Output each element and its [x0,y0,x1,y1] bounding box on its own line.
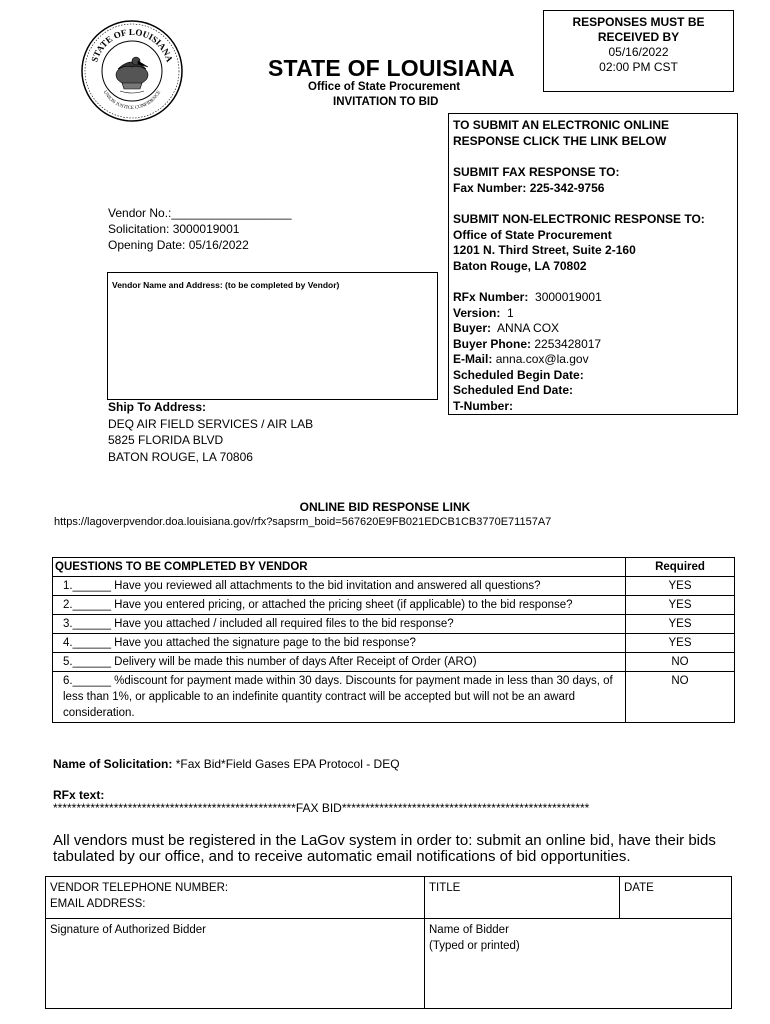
table-row [53,596,735,615]
fax-label: Fax Number: [453,180,527,195]
title-label: TITLE [429,882,461,894]
state-seal [78,17,186,125]
buyer-phone-row [453,337,737,353]
email-value[interactable]: anna.cox@la.gov [495,352,589,366]
required-header: Required [626,558,735,577]
title-cell[interactable] [425,877,620,919]
buyer-label: Buyer: [453,321,492,335]
version-label: Version: [453,305,501,320]
required-5: NO [626,653,735,672]
solicitation-number: Solicitation: 3000019001 [108,222,240,236]
question-3[interactable]: 3.______ Have you attached / included all required files to the bid response? [53,615,626,634]
vendor-number[interactable]: Vendor No.:__________________ [108,206,292,220]
table-row [53,615,735,634]
nonelectronic-heading: SUBMIT NON-ELECTRONIC RESPONSE TO: [453,212,705,226]
date-label: DATE [624,882,654,894]
table-row [53,653,735,672]
vendor-name-address-box[interactable] [107,272,438,400]
address-line-2: 1201 N. Third Street, Suite 2-160 [453,243,636,257]
bidder-name-cell[interactable] [425,919,732,1009]
fax-heading: SUBMIT FAX RESPONSE TO: [453,165,620,179]
version-row [453,306,737,322]
seal-graphic [78,17,186,125]
question-6[interactable]: 6.______ %discount for payment made within 30 days. Discounts for payment made in less than 30 days, of less than 1%, or applicable to an indefinite quantity contract will be accepted but will not be an award consideration. [53,672,626,723]
page-title: STATE OF LOUISIANA [268,55,515,81]
office-name: Office of State Procurement [308,81,461,93]
deadline-time: 02:00 PM CST [599,60,678,74]
registration-notice: All vendors must be registered in the LaGov system in order to: submit an online bid, have their bids tabulated by our office, and to receive automatic email notifications of bid opportunities. [53,832,716,865]
buyer-phone-label: Buyer Phone: [453,336,532,351]
electronic-instruction-1: TO SUBMIT AN ELECTRONIC ONLINE [453,118,669,132]
questions-table [52,557,735,723]
signature-table [45,876,732,1009]
table-row [53,577,735,596]
deadline-line1: RESPONSES MUST BE [572,15,705,29]
buyer-phone-value: 2253428017 [534,336,602,351]
required-6: NO [626,672,735,723]
required-1: YES [626,577,735,596]
submission-instructions-box [448,113,738,415]
rfx-number-row [453,290,737,306]
table-row [53,634,735,653]
ship-line-1: DEQ AIR FIELD SERVICES / AIR LAB [108,416,314,431]
online-bid-link[interactable]: https://lagoverpvendor.doa.louisiana.gov/rfx?sapsrm_boid=567620E9FB021EDCB1CB3770E71157A7 [54,516,552,528]
vendor-contact-cell[interactable] [46,877,425,919]
seal-motto-text: UNION JUSTICE CONFIDENCE [101,90,163,112]
ship-to-label: Ship To Address: [108,400,207,414]
question-5[interactable]: 5.______ Delivery will be made this number of days After Receipt of Order (ARO) [53,653,626,672]
required-2: YES [626,596,735,615]
signature-label: Signature of Authorized Bidder [50,924,206,936]
email-row [453,352,737,368]
end-date-label: Scheduled End Date: [453,383,574,397]
fax-number-row [453,181,737,197]
vendor-info [108,205,292,253]
rfx-text-value: ****************************************************FAX BID***************************************************** [53,801,590,815]
ship-line-3: BATON ROUGE, LA 70806 [108,449,253,464]
vendor-box-label: Vendor Name and Address: (to be completed by Vendor) [112,280,340,290]
question-1[interactable]: 1.______ Have you reviewed all attachments to the bid invitation and answered all questions? [53,577,626,596]
question-4[interactable]: 4.______ Have you attached the signature page to the bid response? [53,634,626,653]
address-line-1: Office of State Procurement [453,227,612,242]
opening-date: Opening Date: 05/16/2022 [108,238,249,252]
rfx-number-value: 3000019001 [535,290,602,304]
buyer-value: ANNA COX [497,321,560,335]
electronic-instruction-2: RESPONSE CLICK THE LINK BELOW [453,133,667,148]
questions-header-row [53,558,735,577]
signature-cell[interactable] [46,919,425,1009]
fax-number: 225-342-9756 [529,180,605,195]
email-label: E-Mail: [453,352,493,366]
rfx-text-label: RFx text: [53,788,105,802]
version-value: 1 [507,305,514,320]
deadline-box [543,10,734,92]
ship-to-address [108,399,313,465]
questions-header: QUESTIONS TO BE COMPLETED BY VENDOR [53,558,626,577]
buyer-row [453,321,737,337]
bidder-name-label: Name of Bidder [429,924,509,936]
vendor-email-label: EMAIL ADDRESS: [50,898,146,910]
table-row [53,672,735,723]
solicitation-name [53,757,400,771]
bidder-name-sublabel: (Typed or printed) [429,940,520,952]
deadline-date: 05/16/2022 [608,45,669,59]
question-2[interactable]: 2.______ Have you entered pricing, or attached the pricing sheet (if applicable) to the bid response? [53,596,626,615]
address-line-3: Baton Rouge, LA 70802 [453,258,587,273]
seal-outer-text: STATE OF LOUISIANA [89,26,175,64]
deadline-line2: RECEIVED BY [597,30,680,44]
document-type: INVITATION TO BID [333,96,439,108]
solicitation-name-label: Name of Solicitation: [53,757,173,771]
pelican-icon [116,57,148,93]
online-bid-heading: ONLINE BID RESPONSE LINK [299,500,471,514]
ship-line-2: 5825 FLORIDA BLVD [108,433,224,447]
vendor-phone-label: VENDOR TELEPHONE NUMBER: [50,882,229,894]
begin-date-label: Scheduled Begin Date: [453,367,584,382]
solicitation-name-value: *Fax Bid*Field Gases EPA Protocol - DEQ [175,757,400,771]
t-number-label: T-Number: [453,398,513,413]
rfx-number-label: RFx Number: [453,290,529,304]
date-cell[interactable] [620,877,732,919]
required-3: YES [626,615,735,634]
required-4: YES [626,634,735,653]
